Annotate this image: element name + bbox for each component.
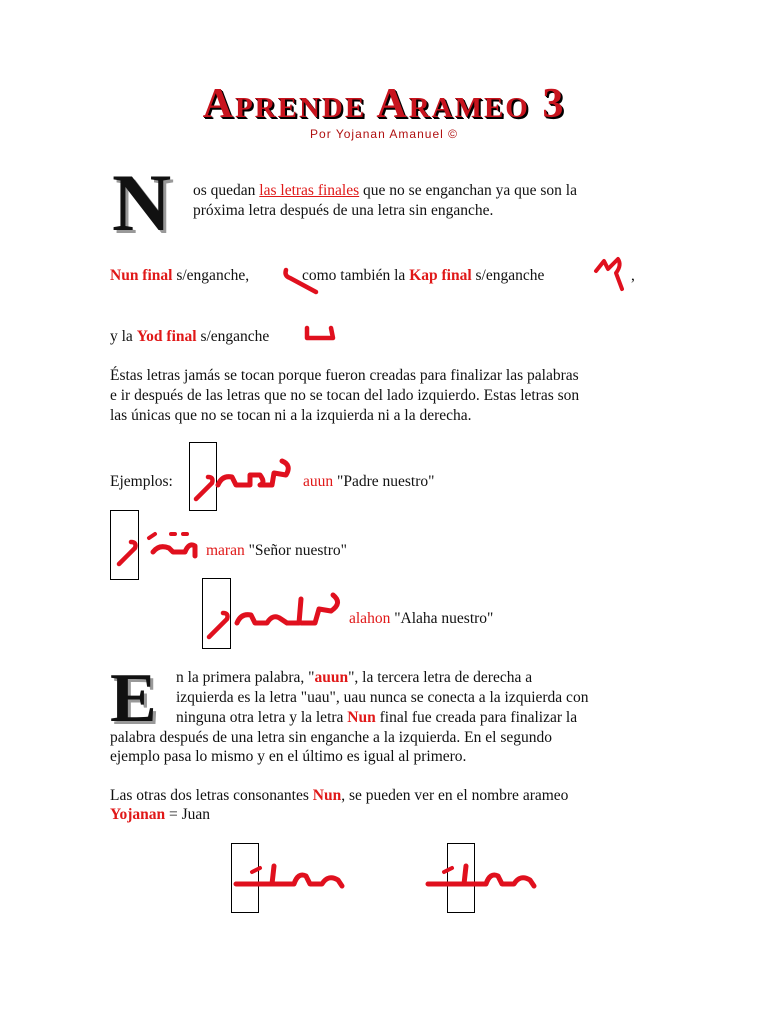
para3-line-2 — [110, 805, 210, 825]
highlight-word: Nun — [347, 709, 376, 726]
yod-final-glyph — [303, 322, 337, 346]
para-text: ", la tercera letra de derecha a — [348, 669, 533, 686]
intro-text: os quedan — [193, 182, 260, 199]
author-byline: Por Yojanan Amanuel © — [310, 127, 458, 141]
example-word: alahon — [349, 610, 391, 627]
example-alahon — [349, 609, 493, 629]
para3-line-1 — [110, 786, 568, 806]
yod-final-label: Yod final — [136, 328, 197, 345]
para2-line-2: izquierda es la letra "uau", uau nunca se conecta a la izquierda con — [176, 689, 589, 706]
intro-text: que no se enganchan ya que son la — [359, 182, 577, 199]
kap-final-label: Kap final — [409, 267, 472, 284]
explain-line-3: las únicas que no se tocan ni a la izquierda ni a la derecha. — [110, 407, 472, 424]
alahon-glyph — [203, 585, 353, 647]
example-meaning: "Alaha nuestro" — [390, 610, 494, 627]
example-meaning: "Padre nuestro" — [333, 473, 435, 490]
para2-line-1 — [176, 668, 532, 688]
highlight-word: Nun — [312, 787, 342, 804]
yojanan-glyph-1 — [232, 858, 357, 898]
para2-line-3 — [176, 708, 577, 728]
intro-line-1 — [193, 181, 577, 201]
kap-final-glyph — [592, 255, 628, 295]
example-word: auun — [303, 473, 334, 490]
yod-final-text: s/enganche — [196, 328, 270, 345]
page-title: Aprende Arameo 3 — [202, 81, 566, 127]
yod-pre-text: y la — [110, 328, 137, 345]
explain-line-1: Éstas letras jamás se tocan porque fueron creadas para finalizar las palabras — [110, 367, 579, 384]
para2-line-5: ejemplo pasa lo mismo y en el último es igual al primero. — [110, 748, 467, 765]
kap-pre-text: como también la — [302, 267, 410, 284]
kap-final-line — [302, 266, 544, 286]
para2-line-4: palabra después de una letra sin enganche a la izquierda. En el segundo — [110, 729, 552, 746]
para-text: , se pueden ver en el nombre arameo — [341, 787, 569, 804]
para-text: n la primera palabra, " — [176, 669, 315, 686]
example-word: maran — [206, 542, 245, 559]
nun-final-text: s/enganche, — [172, 267, 250, 284]
highlight-word: auun — [314, 669, 349, 686]
example-auun — [303, 472, 434, 492]
para-text: Las otras dos letras consonantes — [110, 787, 313, 804]
highlight-word: Yojanan — [110, 806, 166, 823]
maran-glyph — [113, 522, 203, 577]
kap-final-text: s/enganche — [471, 267, 545, 284]
dropcap-n: N — [112, 157, 172, 248]
explain-line-2: e ir después de las letras que no se tocan del lado izquierdo. Estas letras son — [110, 387, 580, 404]
yod-final-line — [110, 327, 269, 347]
auun-glyph — [190, 455, 300, 510]
nun-final-line — [110, 266, 249, 286]
examples-label: Ejemplos: — [110, 473, 173, 490]
example-meaning: "Señor nuestro" — [244, 542, 347, 559]
intro-line-2: próxima letra después de una letra sin enganche. — [193, 202, 494, 219]
nun-final-label: Nun final — [110, 267, 173, 284]
para-text: = Juan — [165, 806, 211, 823]
yojanan-glyph-2 — [424, 858, 549, 898]
para-text: ninguna otra letra y la letra — [176, 709, 348, 726]
dropcap-e: E — [110, 660, 157, 737]
para-text: final fue creada para finalizar la — [375, 709, 578, 726]
letras-finales-link[interactable]: las letras finales — [259, 182, 360, 199]
example-maran — [206, 541, 347, 561]
comma: , — [631, 267, 635, 284]
